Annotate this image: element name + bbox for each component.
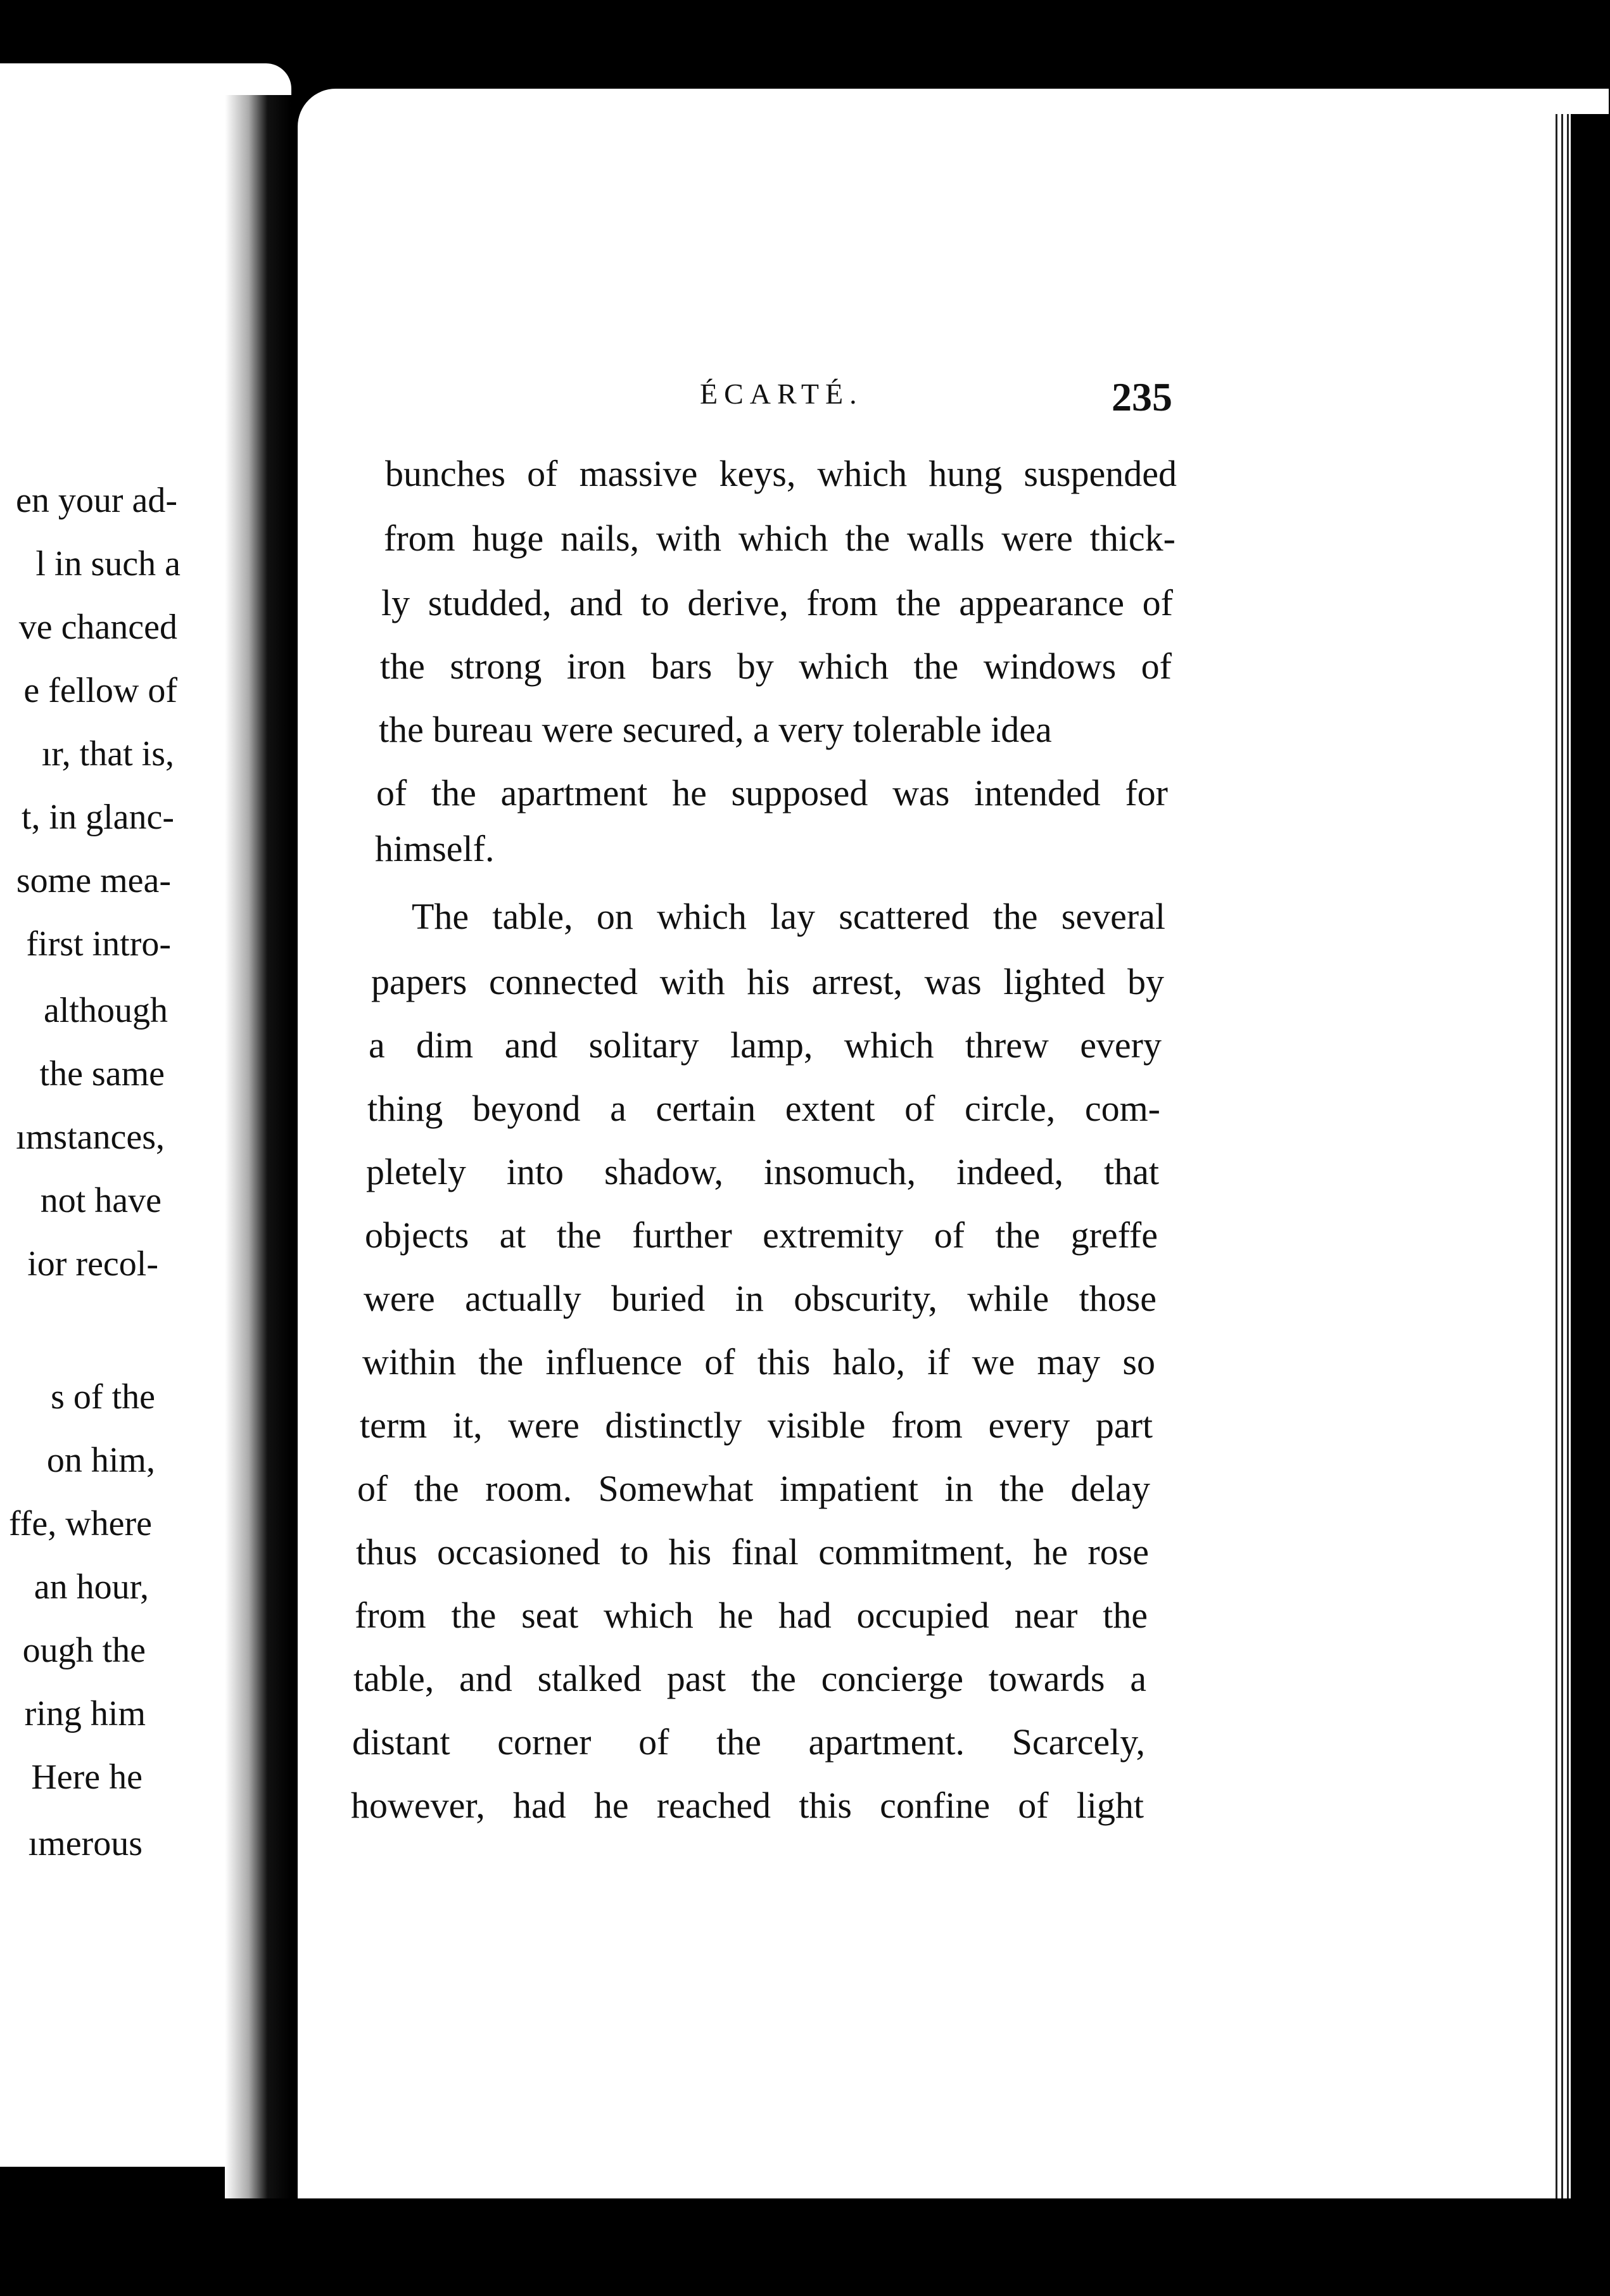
body-line: table, and stalked past the concierge towards a bbox=[353, 1658, 1146, 1699]
left-page-line: ough the bbox=[22, 1631, 146, 1670]
running-header: ÉCARTÉ. bbox=[700, 378, 863, 410]
left-page-line: e fellow of bbox=[23, 671, 177, 710]
left-page-line: some mea- bbox=[16, 861, 171, 900]
body-line: The table, on which lay scattered the several bbox=[412, 896, 1165, 937]
body-line: thus occasioned to his final commitment, he rose bbox=[356, 1531, 1149, 1572]
body-line: from huge nails, with which the walls were thick- bbox=[384, 518, 1176, 559]
body-line: papers connected with his arrest, was lighted by bbox=[371, 961, 1164, 1002]
left-page-line: ffe, where bbox=[9, 1504, 152, 1543]
body-line: term it, were distinctly visible from every part bbox=[360, 1405, 1153, 1446]
body-line: from the seat which he had occupied near the bbox=[355, 1595, 1148, 1636]
left-page-line: the same bbox=[39, 1054, 165, 1094]
bottom-border bbox=[241, 2198, 1610, 2296]
left-page-line: ır, that is, bbox=[41, 734, 174, 774]
body-line: were actually buried in obscurity, while those bbox=[364, 1278, 1157, 1319]
left-page-line: Here he bbox=[31, 1757, 143, 1797]
body-line: objects at the further extremity of the greffe bbox=[365, 1215, 1158, 1256]
left-page-line: ve chanced bbox=[18, 608, 177, 647]
body-line: the strong iron bars by which the windows of bbox=[380, 646, 1172, 687]
body-line: bunches of massive keys, which hung suspended bbox=[385, 453, 1177, 494]
body-line: himself. bbox=[375, 828, 495, 869]
body-line: of the apartment he supposed was intended for bbox=[376, 772, 1168, 813]
body-line: of the room. Somewhat impatient in the delay bbox=[357, 1468, 1150, 1509]
body-line: within the influence of this halo, if we may so bbox=[362, 1341, 1155, 1382]
right-border bbox=[1571, 114, 1610, 2205]
left-page-line: ring him bbox=[24, 1694, 146, 1733]
body-line: ly studded, and to derive, from the appearance of bbox=[381, 582, 1173, 623]
left-page-line: on him, bbox=[46, 1441, 155, 1480]
page-number: 235 bbox=[1112, 374, 1172, 419]
left-page-line: ior recol- bbox=[27, 1244, 158, 1284]
left-page-line: ımerous bbox=[28, 1824, 143, 1863]
body-line: pletely into shadow, insomuch, indeed, that bbox=[366, 1151, 1159, 1192]
page-edges bbox=[1552, 114, 1571, 2205]
left-page-line: t, in glanc- bbox=[21, 798, 174, 837]
body-line: a dim and solitary lamp, which threw every bbox=[369, 1024, 1162, 1066]
body-line-text: the bureau were secured, a very tolerable idea bbox=[379, 709, 1052, 750]
body-line: however, had he reached this confine of light bbox=[351, 1785, 1144, 1826]
left-page-line: not have bbox=[40, 1181, 162, 1220]
left-page-line: s of the bbox=[51, 1377, 155, 1417]
left-page-line: although bbox=[44, 991, 168, 1030]
left-page-line: l in such a bbox=[35, 544, 181, 584]
body-line: distant corner of the apartment. Scarcely, bbox=[352, 1721, 1145, 1763]
body-line bbox=[379, 708, 1170, 752]
left-page-line: an hour, bbox=[34, 1567, 149, 1607]
left-page-line: first intro- bbox=[26, 924, 171, 964]
left-page-line: en your ad- bbox=[15, 481, 177, 520]
left-page-line: ımstances, bbox=[16, 1118, 165, 1157]
body-line: thing beyond a certain extent of circle, com- bbox=[367, 1088, 1160, 1129]
